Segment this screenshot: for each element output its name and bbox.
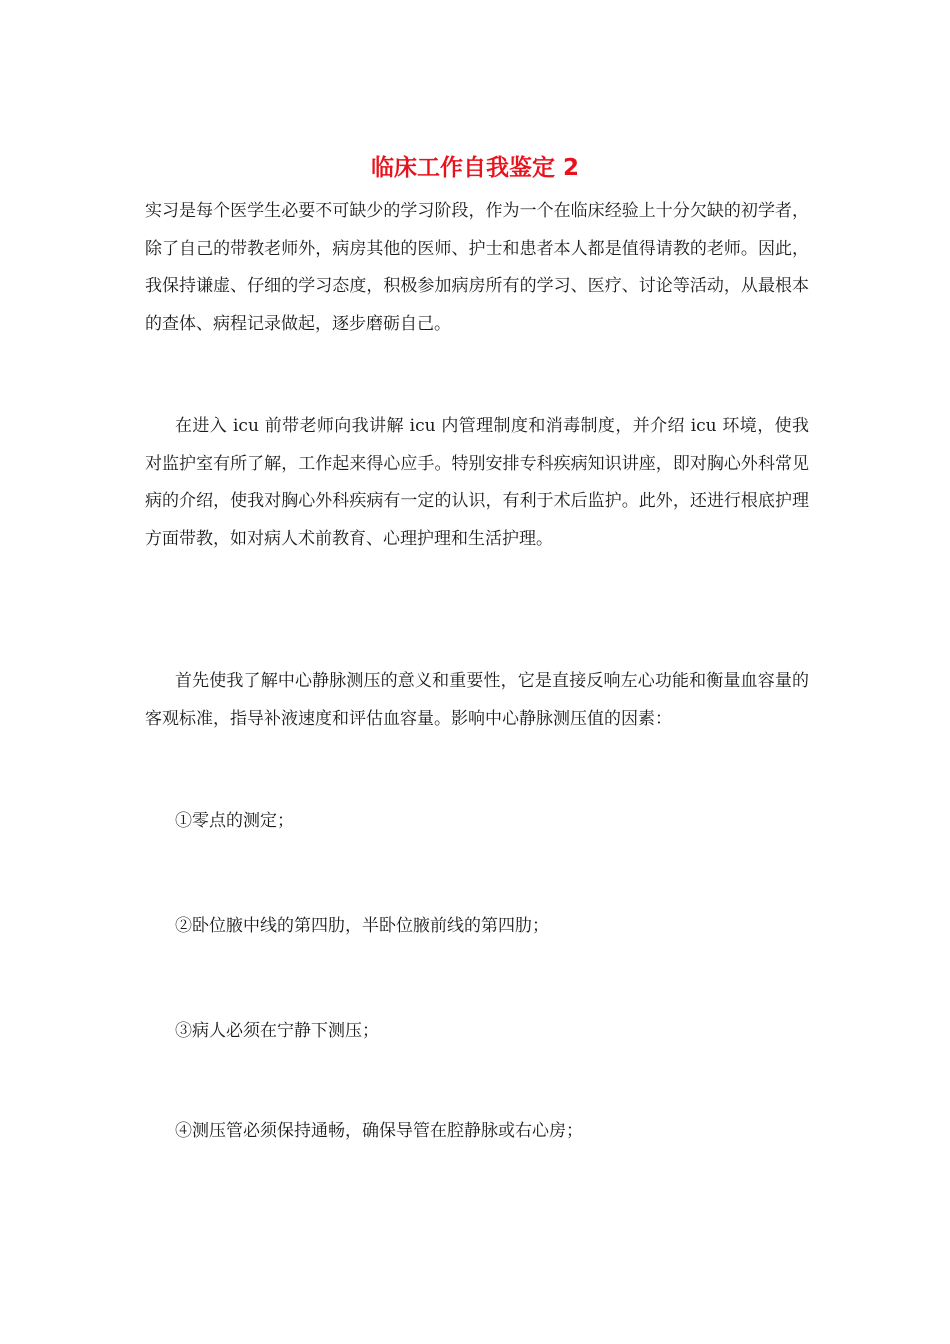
paragraph-internship-intro: 实习是每个医学生必要不可缺少的学习阶段，作为一个在临床经验上十分欠缺的初学者，除了自己的带教老师外，病房其他的医师、护士和患者本人都是值得请教的老师。因此，我保持谦虚、仔细的学习态度，积极参加病房所有的学习、医疗、讨论等活动，从最根本的查体、病程记录做起，逐步磨砺自己。 <box>145 201 809 334</box>
paragraph-cvp-significance: 首先使我了解中心静脉测压的意义和重要性，它是直接反响左心功能和衡量血容量的客观标准，指导补液速度和评估血容量。影响中心静脉测压值的因素： <box>145 671 809 729</box>
list-item-tube-patency: ④测压管必须保持通畅，确保导管在腔静脉或右心房； <box>175 1121 583 1141</box>
list-item-position: ②卧位腋中线的第四肋，半卧位腋前线的第四肋； <box>175 916 549 936</box>
paragraph-icu-training: 在进入 icu 前带老师向我讲解 icu 内管理制度和消毒制度，并介绍 icu 环境，使我对监护室有所了解，工作起来得心应手。特别安排专科疾病知识讲座，即对胸心外科常见病的介绍，使我对胸心外科疾病有一定的认识，有利于术后监护。此外，还进行根底护理方面带教，如对病人术前教育、心理护理和生活护理。 <box>145 416 809 549</box>
document-title: 临床工作自我鉴定 2 <box>370 155 579 181</box>
list-item-quiet-state: ③病人必须在宁静下测压； <box>175 1021 379 1041</box>
list-item-zero-point: ①零点的测定； <box>175 811 294 831</box>
